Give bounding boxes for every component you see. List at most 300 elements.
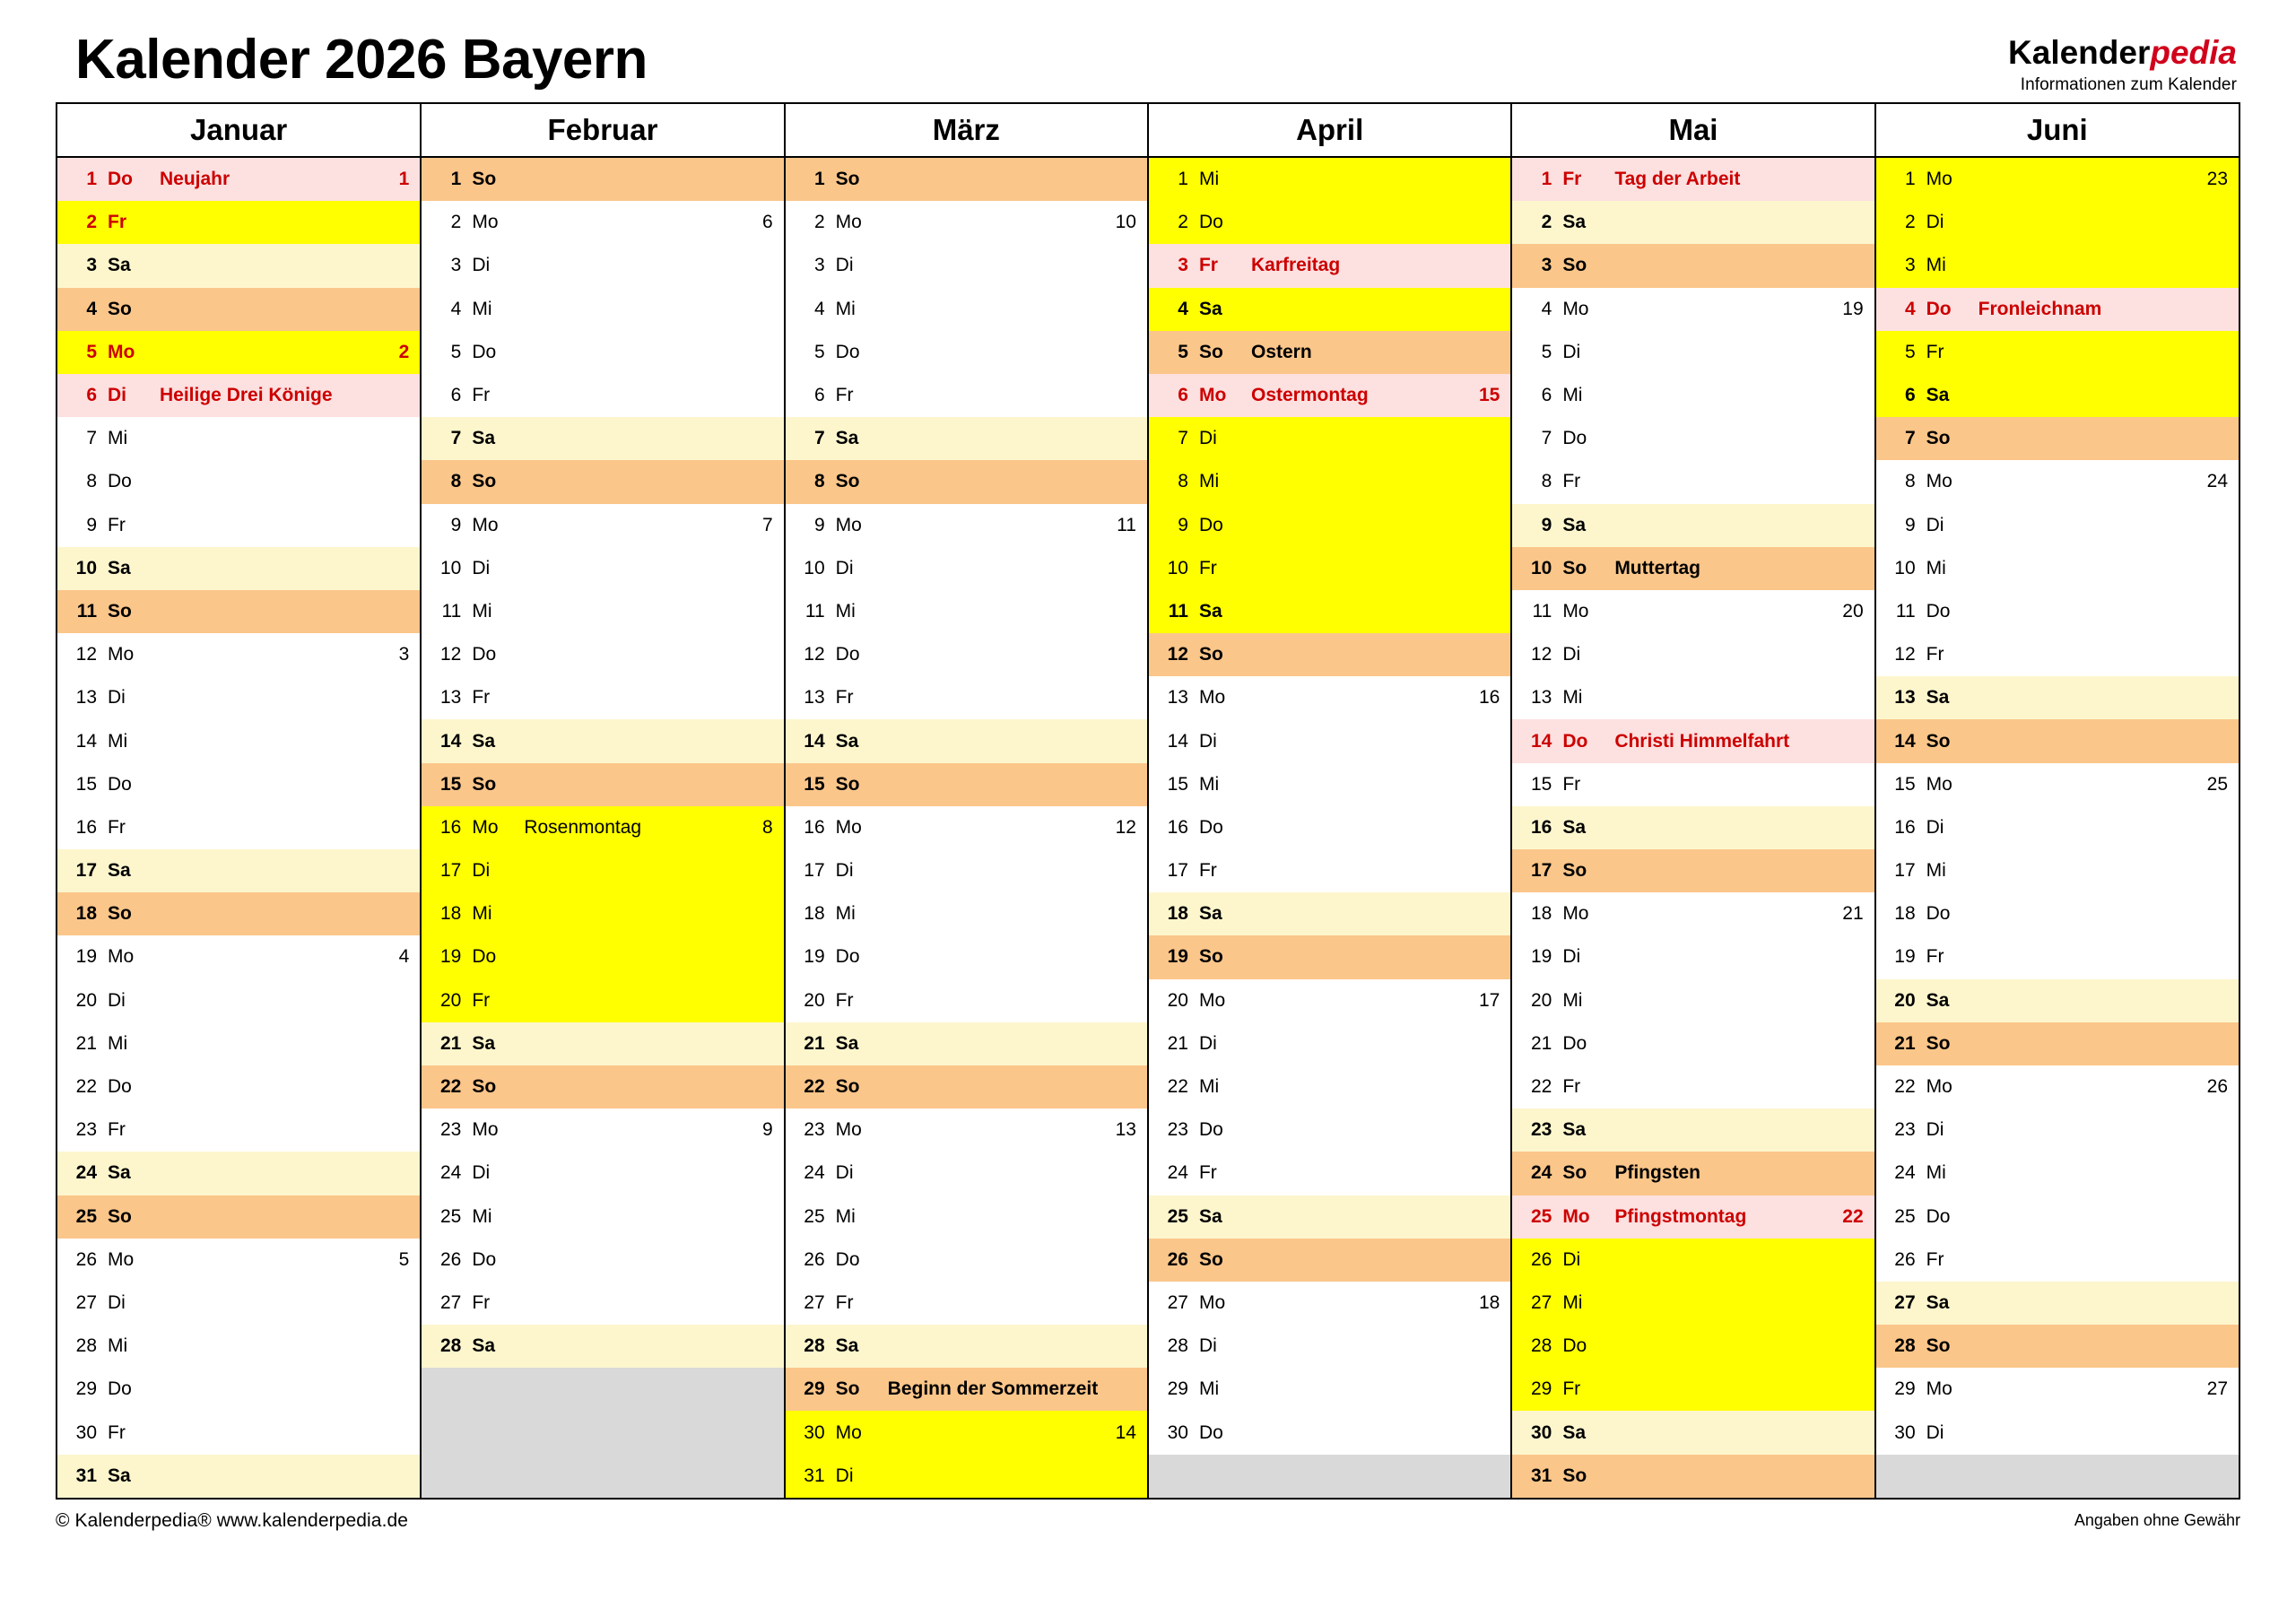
day-weekday: Di: [108, 989, 126, 1011]
day-number: 23: [804, 1119, 825, 1141]
day-cell: [422, 417, 783, 460]
day-weekday: Fr: [1926, 946, 1944, 968]
week-number: 9: [761, 1119, 773, 1141]
day-cell: [422, 892, 783, 935]
day-cell: [57, 547, 420, 590]
day-weekday: Mo: [108, 341, 135, 362]
day-number: 31: [804, 1465, 825, 1486]
day-weekday: Mo: [1562, 1205, 1590, 1227]
day-number: 9: [813, 514, 825, 535]
day-cell: [57, 1368, 420, 1411]
day-number: 25: [439, 1205, 462, 1227]
day-cell: [786, 331, 1147, 374]
day-number: 1: [1904, 169, 1916, 190]
day-weekday: Mi: [108, 730, 128, 752]
day-weekday: Mo: [835, 816, 862, 838]
day-cell: [422, 590, 783, 633]
day-cell: [1512, 1368, 1874, 1411]
day-cell: [1876, 1239, 2239, 1282]
week-number: 15: [1478, 385, 1500, 406]
day-weekday: Do: [108, 773, 132, 795]
day-number: 28: [439, 1335, 462, 1357]
day-cell: [422, 1022, 783, 1065]
day-cell: [786, 460, 1147, 503]
day-weekday: Fr: [108, 1421, 126, 1443]
day-number: 4: [813, 298, 825, 319]
day-cell: [1876, 676, 2239, 719]
day-cell: [1149, 460, 1510, 503]
day-weekday: So: [835, 1378, 860, 1400]
day-number: 15: [439, 773, 462, 795]
day-weekday: Mi: [1562, 385, 1583, 406]
day-weekday: Do: [472, 946, 497, 968]
brand-name-main: Kalender: [2008, 34, 2151, 71]
day-cell: [57, 763, 420, 806]
day-weekday: So: [1562, 1465, 1587, 1486]
day-cell: [422, 201, 783, 244]
day-holiday-label: Muttertag: [1614, 557, 1700, 578]
day-cell: [422, 1282, 783, 1325]
day-number: 3: [450, 255, 462, 276]
day-weekday: Sa: [1562, 1119, 1586, 1141]
day-number: 6: [1904, 385, 1916, 406]
day-weekday: Fr: [1198, 557, 1217, 578]
day-number: 13: [1167, 687, 1188, 709]
day-weekday: Sa: [835, 1335, 859, 1357]
day-cell: [57, 504, 420, 547]
day-number: 10: [1894, 557, 1916, 578]
week-number: 18: [1478, 1291, 1500, 1313]
day-weekday: Do: [1198, 1119, 1223, 1141]
day-number: 19: [1530, 946, 1552, 968]
day-number: 17: [1167, 860, 1188, 882]
day-number: 30: [1167, 1421, 1188, 1443]
day-cell: [1149, 244, 1510, 287]
day-number: 17: [1530, 860, 1552, 882]
day-cell: [786, 1239, 1147, 1282]
day-number: 27: [1894, 1291, 1916, 1313]
day-cell: [786, 590, 1147, 633]
day-weekday: Fr: [1926, 341, 1944, 362]
day-number: 19: [439, 946, 462, 968]
day-cell: [1876, 590, 2239, 633]
day-cell-empty: [422, 1455, 783, 1498]
day-weekday: Sa: [1562, 514, 1586, 535]
day-weekday: Sa: [1562, 1421, 1586, 1443]
footer-copyright: © Kalenderpedia® www.kalenderpedia.de: [56, 1509, 409, 1531]
day-number: 16: [439, 816, 462, 838]
day-weekday: Mi: [1926, 860, 1946, 882]
day-cell: [57, 719, 420, 762]
day-weekday: Do: [1562, 1335, 1587, 1357]
day-number: 1: [86, 169, 97, 190]
day-number: 8: [86, 471, 97, 492]
day-weekday: So: [835, 1076, 860, 1098]
day-weekday: So: [472, 471, 497, 492]
day-cell: [1149, 633, 1510, 676]
day-cell: [1512, 460, 1874, 503]
day-cell: [422, 504, 783, 547]
day-weekday: Sa: [472, 730, 496, 752]
month-column-april: [1148, 157, 1511, 1498]
day-cell: [786, 1022, 1147, 1065]
day-cell: [1512, 719, 1874, 762]
day-cell: [786, 1368, 1147, 1411]
day-cell: [1512, 676, 1874, 719]
month-column-mai: [1511, 157, 1874, 1498]
day-weekday: Fr: [108, 1119, 126, 1141]
day-cell: [1876, 1108, 2239, 1152]
day-number: 9: [1904, 514, 1916, 535]
day-number: 7: [1904, 428, 1916, 449]
day-weekday: Mo: [835, 1421, 862, 1443]
day-weekday: Fr: [108, 514, 126, 535]
day-holiday-label: Beginn der Sommerzeit: [887, 1378, 1099, 1400]
day-weekday: Di: [108, 687, 126, 709]
day-weekday: Di: [835, 1162, 854, 1184]
day-weekday: Fr: [1562, 471, 1581, 492]
day-cell: [1876, 979, 2239, 1022]
day-number: 15: [804, 773, 825, 795]
day-cell: [1876, 504, 2239, 547]
day-weekday: Do: [1198, 816, 1223, 838]
day-number: 4: [1904, 298, 1916, 319]
day-cell: [422, 158, 783, 201]
day-number: 1: [813, 169, 825, 190]
week-number: 14: [1115, 1421, 1136, 1443]
day-number: 11: [441, 600, 462, 622]
day-cell: [1149, 547, 1510, 590]
day-weekday: Mo: [835, 1119, 862, 1141]
day-weekday: Sa: [835, 428, 859, 449]
day-weekday: Mo: [472, 514, 499, 535]
day-weekday: Do: [1926, 903, 1951, 925]
day-cell: [1149, 1239, 1510, 1282]
week-number: 17: [1478, 989, 1500, 1011]
day-cell: [1876, 158, 2239, 201]
day-cell: [422, 244, 783, 287]
day-number: 12: [439, 644, 462, 665]
day-weekday: So: [1562, 860, 1587, 882]
day-weekday: Sa: [108, 860, 131, 882]
day-cell: [1512, 331, 1874, 374]
footer-disclaimer: Angaben ohne Gewähr: [2074, 1511, 2240, 1530]
day-number: 2: [450, 212, 462, 233]
day-weekday: Do: [835, 341, 860, 362]
day-weekday: Do: [108, 471, 132, 492]
day-cell: [57, 417, 420, 460]
day-cell: [1149, 935, 1510, 978]
month-column-juni: [1875, 157, 2239, 1498]
day-number: 28: [75, 1335, 97, 1357]
day-cell: [57, 1152, 420, 1195]
day-weekday: Di: [835, 557, 854, 578]
day-cell: [1149, 417, 1510, 460]
day-weekday: Mo: [108, 644, 135, 665]
day-number: 23: [75, 1119, 97, 1141]
day-number: 26: [1530, 1248, 1552, 1270]
day-weekday: So: [472, 169, 497, 190]
day-weekday: Sa: [472, 428, 496, 449]
day-weekday: So: [1198, 946, 1223, 968]
day-number: 27: [1530, 1291, 1552, 1313]
day-cell: [1512, 417, 1874, 460]
day-number: 9: [450, 514, 462, 535]
day-weekday: Di: [1926, 1119, 1944, 1141]
day-number: 16: [75, 816, 97, 838]
day-weekday: Fr: [835, 687, 854, 709]
day-cell: [57, 806, 420, 849]
day-cell: [57, 1325, 420, 1368]
day-cell: [786, 892, 1147, 935]
day-cell: [1512, 504, 1874, 547]
day-weekday: Mi: [1926, 1162, 1946, 1184]
day-weekday: Mi: [1926, 255, 1946, 276]
day-cell: [1512, 201, 1874, 244]
day-number: 14: [1530, 730, 1552, 752]
day-weekday: Fr: [472, 1291, 491, 1313]
day-number: 6: [813, 385, 825, 406]
day-weekday: Do: [472, 341, 497, 362]
day-number: 2: [1541, 212, 1552, 233]
week-number: 25: [2206, 773, 2228, 795]
day-cell: [1876, 244, 2239, 287]
day-weekday: So: [1926, 428, 1951, 449]
day-weekday: Mi: [1198, 1076, 1220, 1098]
calendar-grid: [56, 102, 2240, 1500]
day-cell: [57, 201, 420, 244]
day-cell: [422, 1108, 783, 1152]
day-weekday: So: [472, 1076, 497, 1098]
day-weekday: Mo: [472, 1119, 499, 1141]
day-number: 17: [439, 860, 462, 882]
day-cell: [786, 547, 1147, 590]
day-cell: [422, 849, 783, 892]
day-holiday-label: Karfreitag: [1250, 255, 1341, 276]
day-number: 28: [804, 1335, 825, 1357]
day-weekday: Do: [108, 1076, 132, 1098]
day-number: 20: [1167, 989, 1188, 1011]
day-number: 4: [450, 298, 462, 319]
day-cell: [786, 1411, 1147, 1454]
day-cell: [1876, 849, 2239, 892]
day-weekday: Mo: [1198, 385, 1227, 406]
day-cell: [1149, 1065, 1510, 1108]
day-cell: [1512, 158, 1874, 201]
day-cell: [422, 763, 783, 806]
day-number: 29: [1530, 1378, 1552, 1400]
day-number: 20: [439, 989, 462, 1011]
day-number: 2: [1904, 212, 1916, 233]
day-cell: [786, 1065, 1147, 1108]
day-weekday: Fr: [1562, 1076, 1581, 1098]
day-number: 21: [439, 1032, 462, 1054]
day-number: 21: [1167, 1032, 1188, 1054]
day-number: 22: [804, 1076, 825, 1098]
day-cell: [1512, 849, 1874, 892]
day-number: 24: [1894, 1162, 1916, 1184]
day-weekday: Mi: [472, 600, 492, 622]
page-footer: [56, 1510, 2240, 1532]
month-header-februar: Februar: [421, 104, 784, 157]
day-cell: [786, 719, 1147, 762]
day-number: 23: [1894, 1119, 1916, 1141]
day-cell: [1876, 633, 2239, 676]
day-cell: [786, 676, 1147, 719]
day-number: 20: [75, 989, 97, 1011]
day-weekday: Di: [472, 255, 491, 276]
day-cell: [1876, 806, 2239, 849]
day-cell-empty: [1149, 1455, 1510, 1498]
day-number: 14: [1894, 730, 1916, 752]
day-number: 18: [804, 903, 825, 925]
day-weekday: Do: [108, 169, 133, 190]
day-weekday: Mo: [108, 1248, 135, 1270]
day-weekday: Do: [472, 644, 497, 665]
day-weekday: Do: [835, 644, 860, 665]
day-weekday: Mi: [1926, 557, 1946, 578]
day-cell: [786, 1325, 1147, 1368]
day-number: 31: [1530, 1465, 1552, 1486]
day-weekday: Fr: [835, 989, 854, 1011]
day-cell: [1149, 288, 1510, 331]
day-cell: [422, 1325, 783, 1368]
day-weekday: Mi: [1562, 687, 1583, 709]
day-weekday: Mo: [1926, 773, 1952, 795]
day-cell: [1876, 719, 2239, 762]
day-weekday: Do: [1562, 428, 1587, 449]
day-cell: [57, 1455, 420, 1498]
day-cell: [786, 158, 1147, 201]
day-cell: [422, 460, 783, 503]
day-weekday: Di: [1562, 644, 1581, 665]
day-number: 25: [1530, 1205, 1552, 1227]
day-cell: [1512, 244, 1874, 287]
day-number: 19: [804, 946, 825, 968]
day-cell: [1876, 1022, 2239, 1065]
day-cell: [57, 158, 420, 201]
day-cell: [1512, 1152, 1874, 1195]
day-cell: [1149, 1108, 1510, 1152]
day-cell: [422, 1065, 783, 1108]
day-cell: [57, 1282, 420, 1325]
day-number: 16: [1894, 816, 1916, 838]
day-number: 15: [75, 773, 97, 795]
day-cell: [1876, 288, 2239, 331]
day-cell: [786, 1455, 1147, 1498]
day-cell: [1149, 1325, 1510, 1368]
day-weekday: So: [835, 169, 860, 190]
day-weekday: Di: [108, 1291, 126, 1313]
day-number: 6: [1178, 385, 1188, 406]
day-number: 21: [1530, 1032, 1552, 1054]
day-cell: [1876, 763, 2239, 806]
day-number: 20: [804, 989, 825, 1011]
day-number: 24: [804, 1162, 825, 1184]
week-number: 8: [761, 816, 773, 838]
day-number: 30: [804, 1421, 825, 1443]
day-weekday: Do: [1562, 1032, 1587, 1054]
week-number: 22: [1842, 1205, 1864, 1227]
day-number: 11: [1895, 600, 1916, 622]
day-number: 13: [75, 687, 97, 709]
day-weekday: Di: [1926, 816, 1944, 838]
day-number: 12: [75, 644, 97, 665]
day-holiday-label: Fronleichnam: [1978, 298, 2102, 319]
day-cell: [1149, 1195, 1510, 1239]
day-holiday-label: Tag der Arbeit: [1614, 169, 1741, 190]
day-weekday: Sa: [1926, 1291, 1950, 1313]
day-weekday: Sa: [1926, 989, 1950, 1011]
day-weekday: Sa: [835, 1032, 859, 1054]
day-weekday: Mi: [108, 428, 128, 449]
day-weekday: Sa: [472, 1335, 496, 1357]
day-cell: [1876, 417, 2239, 460]
day-cell: [1876, 547, 2239, 590]
week-number: 12: [1115, 816, 1136, 838]
day-weekday: Di: [472, 860, 491, 882]
day-cell: [1512, 935, 1874, 978]
day-weekday: Mo: [472, 212, 499, 233]
day-weekday: So: [1562, 557, 1587, 578]
day-number: 2: [86, 212, 97, 233]
day-number: 1: [450, 169, 462, 190]
day-weekday: Do: [1926, 600, 1951, 622]
day-cell: [57, 590, 420, 633]
day-number: 26: [75, 1248, 97, 1270]
day-number: 17: [75, 860, 97, 882]
day-weekday: Fr: [108, 816, 126, 838]
day-number: 9: [1541, 514, 1552, 535]
day-cell: [786, 849, 1147, 892]
day-weekday: Mo: [1198, 1291, 1226, 1313]
day-cell: [57, 331, 420, 374]
day-number: 11: [76, 600, 97, 622]
day-weekday: Di: [835, 1465, 854, 1486]
day-number: 28: [1167, 1335, 1188, 1357]
day-number: 9: [86, 514, 97, 535]
day-number: 15: [1530, 773, 1552, 795]
day-cell: [1876, 1282, 2239, 1325]
day-number: 11: [804, 600, 825, 622]
day-weekday: Mo: [1562, 600, 1589, 622]
day-cell: [1149, 806, 1510, 849]
day-number: 5: [450, 341, 462, 362]
page-header: [56, 0, 2240, 99]
month-header-mai: Mai: [1511, 104, 1874, 157]
day-number: 3: [1904, 255, 1916, 276]
day-number: 23: [1167, 1119, 1188, 1141]
day-weekday: Di: [108, 385, 126, 406]
day-number: 8: [1178, 471, 1188, 492]
day-number: 30: [1530, 1421, 1552, 1443]
day-weekday: Do: [1926, 298, 1952, 319]
day-number: 14: [75, 730, 97, 752]
day-number: 7: [1178, 428, 1188, 449]
day-cell-empty: [1876, 1455, 2239, 1498]
day-holiday-label: Rosenmontag: [524, 816, 642, 838]
day-cell: [1149, 892, 1510, 935]
day-number: 5: [1541, 341, 1552, 362]
day-number: 8: [1904, 471, 1916, 492]
day-cell: [786, 979, 1147, 1022]
day-number: 31: [75, 1465, 97, 1486]
day-cell: [57, 633, 420, 676]
day-weekday: Di: [835, 255, 854, 276]
day-cell: [1149, 374, 1510, 417]
day-number: 24: [439, 1162, 462, 1184]
day-cell: [57, 244, 420, 287]
